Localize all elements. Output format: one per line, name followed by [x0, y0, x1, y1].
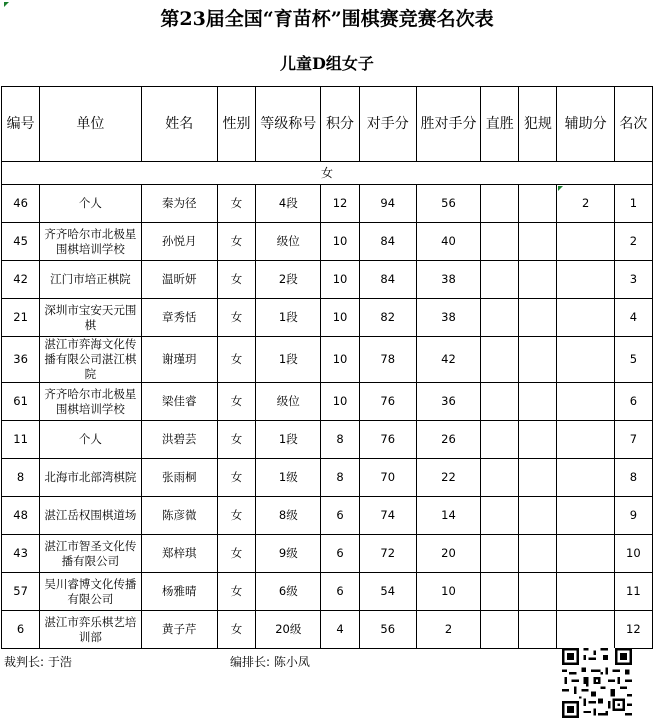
- player-unit: 个人: [40, 185, 141, 223]
- player-foul: [519, 383, 557, 421]
- page-title: 第23届全国“育苗杯”围棋赛竞赛名次表: [160, 8, 494, 30]
- player-opponent-score: 76: [359, 421, 416, 459]
- player-opponent-score: 84: [359, 223, 416, 261]
- table-row: [2, 535, 653, 573]
- table-row: [2, 223, 653, 261]
- player-direct-win: [481, 223, 519, 261]
- header-direct-win: 直胜: [481, 87, 519, 162]
- player-foul: [519, 459, 557, 497]
- header-win-opponent-score: 胜对手分: [416, 87, 480, 162]
- player-name: 秦为径: [141, 185, 217, 223]
- player-id: 42: [2, 261, 40, 299]
- player-gender: 女: [217, 421, 255, 459]
- player-foul: [519, 611, 557, 649]
- player-gender: 女: [217, 611, 255, 649]
- player-win-opponent-score: 20: [416, 535, 480, 573]
- player-foul: [519, 223, 557, 261]
- player-direct-win: [481, 535, 519, 573]
- player-name: 黄子芹: [141, 611, 217, 649]
- header-row: [2, 87, 653, 162]
- player-aux-score: [557, 337, 614, 383]
- player-rank: 1: [614, 185, 652, 223]
- player-opponent-score: 84: [359, 261, 416, 299]
- player-score: 12: [321, 185, 359, 223]
- header-unit: 单位: [40, 87, 141, 162]
- table-row: [2, 299, 653, 337]
- header-opponent-score: 对手分: [359, 87, 416, 162]
- player-foul: [519, 573, 557, 611]
- player-name: 谢瑾玥: [141, 337, 217, 383]
- player-id: 57: [2, 573, 40, 611]
- header-foul: 犯规: [519, 87, 557, 162]
- player-rank: 12: [614, 611, 652, 649]
- player-level: 级位: [256, 223, 321, 261]
- player-name: 温昕妍: [141, 261, 217, 299]
- player-unit: 湛江市弈海文化传播有限公司湛江棋院: [40, 337, 141, 383]
- player-opponent-score: 56: [359, 611, 416, 649]
- player-gender: 女: [217, 535, 255, 573]
- player-gender: 女: [217, 497, 255, 535]
- player-rank: 8: [614, 459, 652, 497]
- player-unit: 齐齐哈尔市北极星围棋培训学校: [40, 223, 141, 261]
- player-level: 4段: [256, 185, 321, 223]
- player-score: 10: [321, 383, 359, 421]
- player-opponent-score: 74: [359, 497, 416, 535]
- player-opponent-score: 94: [359, 185, 416, 223]
- player-level: 级位: [256, 383, 321, 421]
- player-unit: 齐齐哈尔市北极星围棋培训学校: [40, 383, 141, 421]
- player-aux-score: [557, 573, 614, 611]
- player-id: 45: [2, 223, 40, 261]
- player-direct-win: [481, 421, 519, 459]
- player-opponent-score: 70: [359, 459, 416, 497]
- player-level: 2段: [256, 261, 321, 299]
- player-score: 4: [321, 611, 359, 649]
- player-level: 9级: [256, 535, 321, 573]
- player-level: 6级: [256, 573, 321, 611]
- player-rank: 11: [614, 573, 652, 611]
- player-aux-score: [557, 383, 614, 421]
- player-direct-win: [481, 299, 519, 337]
- header-aux-score: 辅助分: [557, 87, 614, 162]
- player-unit: 北海市北部湾棋院: [40, 459, 141, 497]
- player-foul: [519, 535, 557, 573]
- player-id: 46: [2, 185, 40, 223]
- player-id: 36: [2, 337, 40, 383]
- ranking-table: [1, 86, 653, 649]
- player-foul: [519, 497, 557, 535]
- player-name: 陈彦微: [141, 497, 217, 535]
- scheduler-label: 编排长: 陈小凤: [230, 655, 310, 669]
- player-name: 孙悦月: [141, 223, 217, 261]
- player-unit: 深圳市宝安天元围棋: [40, 299, 141, 337]
- player-aux-score: [557, 421, 614, 459]
- player-gender: 女: [217, 459, 255, 497]
- player-gender: 女: [217, 261, 255, 299]
- player-id: 61: [2, 383, 40, 421]
- player-win-opponent-score: 26: [416, 421, 480, 459]
- player-opponent-score: 78: [359, 337, 416, 383]
- gender-section-label: 女: [2, 162, 653, 185]
- table-row: [2, 497, 653, 535]
- player-aux-score: [557, 497, 614, 535]
- player-unit: 湛江岳权围棋道场: [40, 497, 141, 535]
- header-name: 姓名: [141, 87, 217, 162]
- player-rank: 2: [614, 223, 652, 261]
- player-direct-win: [481, 497, 519, 535]
- player-opponent-score: 82: [359, 299, 416, 337]
- table-row: [2, 383, 653, 421]
- player-direct-win: [481, 185, 519, 223]
- header-rank: 名次: [614, 87, 652, 162]
- table-row: [2, 421, 653, 459]
- player-aux-score: [557, 223, 614, 261]
- player-opponent-score: 76: [359, 383, 416, 421]
- player-win-opponent-score: 36: [416, 383, 480, 421]
- player-name: 张雨桐: [141, 459, 217, 497]
- table-row: [2, 337, 653, 383]
- player-gender: 女: [217, 185, 255, 223]
- player-unit: 个人: [40, 421, 141, 459]
- table-row: [2, 459, 653, 497]
- player-score: 8: [321, 421, 359, 459]
- player-direct-win: [481, 337, 519, 383]
- player-level: 20级: [256, 611, 321, 649]
- player-score: 10: [321, 299, 359, 337]
- player-foul: [519, 337, 557, 383]
- player-rank: 9: [614, 497, 652, 535]
- player-gender: 女: [217, 573, 255, 611]
- player-score: 10: [321, 337, 359, 383]
- player-name: 郑梓琪: [141, 535, 217, 573]
- player-win-opponent-score: 40: [416, 223, 480, 261]
- player-foul: [519, 261, 557, 299]
- player-rank: 6: [614, 383, 652, 421]
- header-score: 积分: [321, 87, 359, 162]
- player-win-opponent-score: 38: [416, 261, 480, 299]
- player-rank: 5: [614, 337, 652, 383]
- player-aux-score: [557, 261, 614, 299]
- player-score: 10: [321, 223, 359, 261]
- player-unit: 江门市培正棋院: [40, 261, 141, 299]
- player-id: 48: [2, 497, 40, 535]
- player-id: 21: [2, 299, 40, 337]
- player-aux-score: [557, 535, 614, 573]
- player-score: 8: [321, 459, 359, 497]
- player-foul: [519, 299, 557, 337]
- group-subtitle: 儿童D组女子: [280, 54, 374, 73]
- player-foul: [519, 421, 557, 459]
- header-id: 编号: [2, 87, 40, 162]
- player-id: 11: [2, 421, 40, 459]
- table-row: [2, 573, 653, 611]
- table-row: [2, 611, 653, 649]
- player-unit: 吴川睿博文化传播有限公司: [40, 573, 141, 611]
- table-row: [2, 185, 653, 223]
- player-level: 1段: [256, 299, 321, 337]
- player-win-opponent-score: 2: [416, 611, 480, 649]
- player-opponent-score: 72: [359, 535, 416, 573]
- player-gender: 女: [217, 383, 255, 421]
- player-rank: 7: [614, 421, 652, 459]
- table-row: [2, 261, 653, 299]
- header-level: 等级称号: [256, 87, 321, 162]
- player-win-opponent-score: 42: [416, 337, 480, 383]
- player-score: 6: [321, 535, 359, 573]
- player-direct-win: [481, 383, 519, 421]
- player-direct-win: [481, 261, 519, 299]
- player-win-opponent-score: 22: [416, 459, 480, 497]
- player-name: 杨雅晴: [141, 573, 217, 611]
- player-score: 10: [321, 261, 359, 299]
- player-direct-win: [481, 459, 519, 497]
- player-level: 1级: [256, 459, 321, 497]
- player-id: 8: [2, 459, 40, 497]
- player-opponent-score: 54: [359, 573, 416, 611]
- player-win-opponent-score: 14: [416, 497, 480, 535]
- player-aux-score: [557, 459, 614, 497]
- player-level: 1段: [256, 421, 321, 459]
- qr-code-icon: [562, 648, 632, 718]
- player-id: 6: [2, 611, 40, 649]
- player-unit: 湛江市弈乐棋艺培训部: [40, 611, 141, 649]
- player-gender: 女: [217, 337, 255, 383]
- header-gender: 性别: [217, 87, 255, 162]
- player-win-opponent-score: 56: [416, 185, 480, 223]
- player-rank: 10: [614, 535, 652, 573]
- player-score: 6: [321, 573, 359, 611]
- player-level: 1段: [256, 337, 321, 383]
- player-name: 洪碧芸: [141, 421, 217, 459]
- player-aux-score: 2: [557, 185, 614, 223]
- player-win-opponent-score: 38: [416, 299, 480, 337]
- player-aux-score: [557, 611, 614, 649]
- gender-section-row: [2, 162, 653, 185]
- player-direct-win: [481, 611, 519, 649]
- player-id: 43: [2, 535, 40, 573]
- player-unit: 湛江市智圣文化传播有限公司: [40, 535, 141, 573]
- player-name: 梁佳睿: [141, 383, 217, 421]
- player-score: 6: [321, 497, 359, 535]
- player-aux-score: [557, 299, 614, 337]
- player-level: 8级: [256, 497, 321, 535]
- player-foul: [519, 185, 557, 223]
- player-win-opponent-score: 10: [416, 573, 480, 611]
- referee-label: 裁判长: 于浩: [4, 655, 72, 669]
- player-gender: 女: [217, 299, 255, 337]
- player-name: 章秀恬: [141, 299, 217, 337]
- player-gender: 女: [217, 223, 255, 261]
- player-rank: 3: [614, 261, 652, 299]
- player-rank: 4: [614, 299, 652, 337]
- player-direct-win: [481, 573, 519, 611]
